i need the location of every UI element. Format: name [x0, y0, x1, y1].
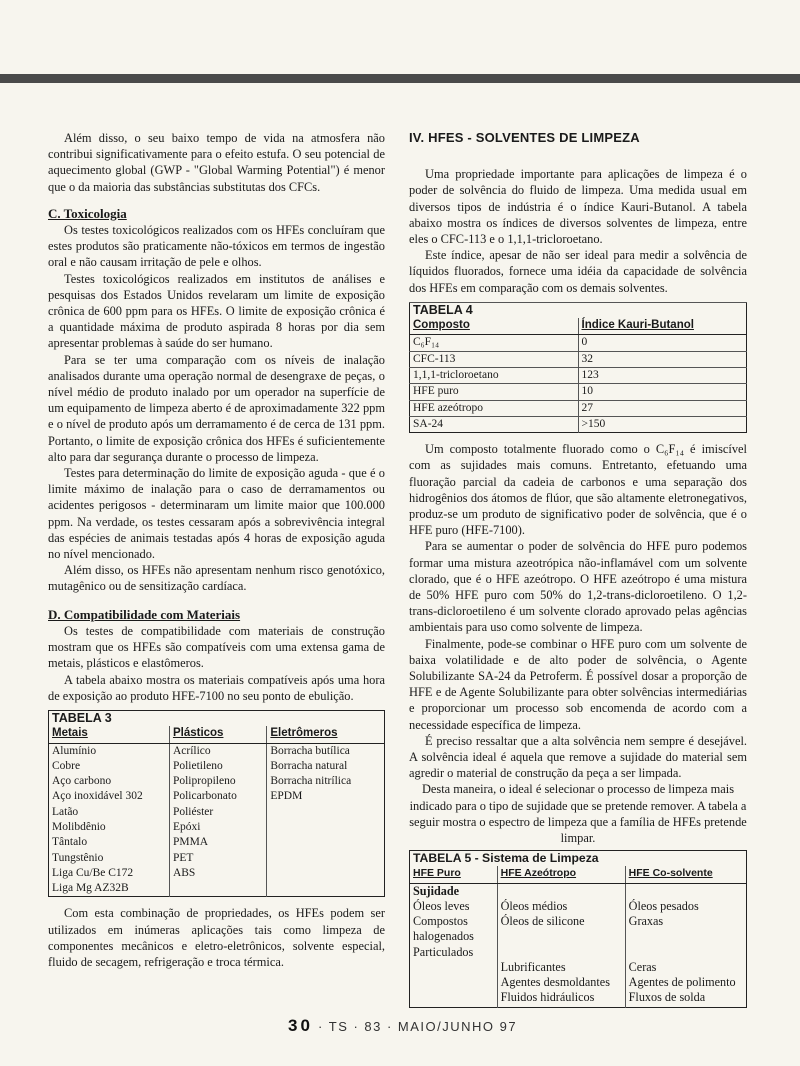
table-3-metais-list	[49, 743, 170, 897]
table-3-item: Liga Mg AZ32B	[52, 882, 129, 895]
left-column	[48, 130, 385, 970]
section-heading-solventes: IV. HFES - SOLVENTES DE LIMPEZA	[409, 130, 640, 145]
table-3-header-metais: Metais	[49, 726, 170, 743]
comp-paragraph-1: Os testes de compatibilidade com materiais de construção mostram que os HFEs são compatíveis com uma extensa gama de metais, plásticos e elastômeros.	[48, 623, 385, 671]
table-3-item: Tungstênio	[52, 851, 104, 864]
table-3-item: Cobre	[52, 759, 81, 772]
table-3-item: ABS	[172, 866, 196, 879]
table-4-kb-value: >150	[578, 416, 747, 432]
table-3-item: Polietileno	[172, 759, 223, 772]
tox-paragraph-4: Testes para determinação do limite de exposição aguda - que é o limite máximo de inalação para o caso de derramamentos ou acidentes perigosos - determinaram um limite maior que 100.000 ppm. Na verdade, os testes cessaram após a sobrevivência integral das espécies de animais testadas após 4 horas de exposição aguda no nível mencionado.	[48, 466, 385, 562]
table-5-cell-puro-1: Óleos leves Compostos halogenados Particulados	[413, 898, 474, 959]
table-4-compound: HFE puro	[410, 384, 579, 400]
table-3-item: Epóxi	[172, 820, 201, 833]
table-3-header-eletromeros: Eletrômeros	[267, 726, 385, 743]
table-3-item: Liga Cu/Be C172	[52, 866, 134, 879]
tox-paragraph-2: Testes toxicológicos realizados em institutos de análises e pesquisas dos Estados Unidos revelaram um limite de exposição crônica de 600 ppm para os HFEs. O limite de exposição crônica é a quantidade máxima de produto aspirada 8 horas por dia sem apresentar problemas à saúde do ser humano.	[48, 271, 385, 351]
table-3-item: Tântalo	[52, 836, 88, 849]
tox-paragraph-3: Para se ter uma comparação com os níveis de inalação analisados durante uma operação normal de desengraxe de peças, o nível médio de produto inalado por um operador na superfície de um equipamento de limpeza aberto é de aproximadamente 322 ppm e o nível de produto após um derramamento é de cerca de 131 ppm. Portanto, o limite de exposição crônica dos HFEs é suficientemente alto para dar segurança durante o processo de limpeza.	[48, 352, 385, 464]
table-4-compound: CFC-113	[410, 351, 579, 367]
table-3-item: Acrílico	[172, 744, 211, 757]
table-5-cell-puro-2	[410, 960, 498, 1008]
table-5-title: TABELA 5 - Sistema de Limpeza	[413, 851, 599, 866]
table-5-header-puro: HFE Puro	[410, 866, 498, 883]
table-5-subheading: Sujidade	[413, 883, 460, 898]
table-3-item: Aço inoxidável 302	[52, 790, 143, 803]
solv-paragraph-3: Um composto totalmente fluorado como o C₆F₁₄ é imiscível com as sujidades mais comuns. Entretanto, efetuando uma fluoração parcial da cadeia de carbonos e uma separação dos hidrogênios dos átomos de flúor, que são altamente eletronegativos, produz-se um produto de significativo poder de solvência, que é o HFE puro (HFE-7100).	[409, 442, 747, 538]
table-3-eletromeros-list	[267, 743, 385, 897]
solv-paragraph-6: É preciso ressaltar que a alta solvência nem sempre é desejável. A solvência ideal é aquela que remove a sujidade do material sem agredir o material de construção da peça a ser limpada.	[409, 733, 747, 781]
comp-paragraph-2: A tabela abaixo mostra os materiais compatíveis após uma hora de exposição ao produto HFE-7100 no seu ponto de ebulição.	[48, 672, 385, 703]
table-3-item: Alumínio	[52, 744, 97, 757]
solv-paragraph-1: Uma propriedade importante para aplicações de limpeza é o poder de solvência do fluido de limpeza. Uma medida usual em diversos tipos de indústria é o índice Kauri-Butanol. A tabela abaixo mostra os índices de diversos solventes de limpeza, entre eles o CFC-113 e o 1,1,1-tricloroetano.	[409, 167, 747, 247]
tox-paragraph-1: Os testes toxicológicos realizados com os HFEs concluíram que estes produtos são praticamente não-tóxicos em termos de ingestão oral e não causam irritação de pele e olhos.	[48, 223, 385, 270]
table-4-kb-value: 32	[578, 351, 747, 367]
table-3-header-plasticos: Plásticos	[169, 726, 266, 743]
top-rule	[0, 74, 800, 83]
table-3-plasticos-list	[169, 743, 266, 897]
table-row	[410, 335, 747, 351]
table-4-body	[410, 335, 747, 433]
tox-paragraph-5: Além disso, os HFEs não apresentam nenhum risco genotóxico, mutagênico ou de sensitização cardíaca.	[48, 563, 385, 594]
solv-paragraph-7: Desta maneira, o ideal é selecionar o processo de limpeza mais indicado para o tipo de sujidade que se pretende remover. A tabela a seguir mostra o espectro de limpeza que a família de HFEs pretende limpar.	[409, 782, 747, 846]
table-3-item: Borracha nitrílica	[270, 775, 352, 788]
table-4-header-kb: Índice Kauri-Butanol	[578, 318, 747, 335]
intro-paragraph: Além disso, o seu baixo tempo de vida na atmosfera não contribui significativamente para o efeito estufa. O seu potencial de aquecimento global (GWP - "Global Warming Potential") é menor que o da maioria das substâncias substitutas dos CFCs.	[48, 131, 385, 194]
table-4	[409, 302, 747, 433]
table-5-cell-co-2: Ceras Agentes de polimento Fluxos de solda	[625, 960, 746, 1008]
table-4-kb-value: 27	[578, 400, 747, 416]
table-4-kb-value: 123	[578, 368, 747, 384]
table-5	[409, 850, 747, 1008]
table-3-item: PMMA	[172, 836, 209, 849]
table-4-kb-value: 0	[578, 335, 747, 351]
table-3-item: Borracha natural	[270, 759, 348, 772]
table-row	[410, 351, 747, 367]
table-5-cell-azeo-1: Óleos médios Óleos de silicone	[497, 899, 625, 960]
solv-paragraph-5: Finalmente, pode-se combinar o HFE puro com um solvente de baixa volatilidade e de alto poder de solvência, o Agente Solubilizante SA-24 da Petroferm. É possível dosar a proporção de HFE e de Agente Solubilizante para obter solvências intermediárias e proporcionar um processo sob encomenda de acordo com a necessidade específica de limpeza.	[409, 636, 747, 732]
section-heading-toxicologia: C. Toxicologia	[48, 205, 127, 221]
solv-paragraph-4: Para se aumentar o poder de solvência do HFE puro podemos formar uma mistura azeotrópica não-inflamável com um solvente clorado, que é o HFE azeótropo. O HFE azeótropo é uma mistura de 50% HFE puro com 50% do 1,2-trans-dicloroetileno. O 1,2-trans-dicloroetileno é um solvente clorado aprovado pelas agências ambientais para uso como solvente de limpeza.	[409, 539, 747, 635]
table-4-header-composto: Composto	[410, 318, 579, 335]
table-5-header-cosolvente: HFE Co-solvente	[625, 866, 746, 883]
table-3-item: Latão	[52, 805, 79, 818]
page-footer	[288, 1016, 517, 1036]
table-3-item: Molibdênio	[52, 820, 106, 833]
table-3-item: PET	[172, 851, 194, 864]
table-3-item: Policarbonato	[172, 790, 237, 803]
table-row	[410, 384, 747, 400]
table-3-item: Polipropileno	[172, 775, 236, 788]
table-row	[410, 368, 747, 384]
table-4-compound: SA-24	[410, 416, 579, 432]
table-4-title: TABELA 4	[410, 302, 747, 318]
table-4-compound: C₆F₁₄	[410, 335, 579, 351]
page-number: 30	[288, 1016, 313, 1035]
table-3-item: EPDM	[270, 790, 303, 803]
table-4-compound: 1,1,1-tricloroetano	[410, 368, 579, 384]
table-3	[48, 710, 385, 898]
table-4-kb-value: 10	[578, 384, 747, 400]
table-row	[410, 400, 747, 416]
table-3-item: Aço carbono	[52, 775, 112, 788]
table-5-header-azeotropo: HFE Azeótropo	[497, 866, 625, 883]
table-3-title: TABELA 3	[52, 710, 112, 725]
footer-issue: · TS · 83 · MAIO/JUNHO 97	[318, 1019, 518, 1034]
table-5-cell-azeo-2: Lubrificantes Agentes desmoldantes Fluidos hidráulicos	[497, 960, 625, 1008]
solv-paragraph-2: Este índice, apesar de não ser ideal para medir a solvência de líquidos fluorados, fornece uma idéia da capacidade de solvência dos HFEs em comparação com os demais solventes.	[409, 248, 747, 295]
table-4-compound: HFE azeótropo	[410, 400, 579, 416]
table-3-item: Poliéster	[172, 805, 214, 818]
section-heading-compatibilidade: D. Compatibilidade com Materiais	[48, 606, 241, 622]
outro-paragraph: Com esta combinação de propriedades, os HFEs podem ser utilizados em inúmeras aplicações tais como limpeza de componentes mecânicos e eletro-eletrônicos, solvente especial, fluido de secagem, refrigeração e troca térmica.	[48, 906, 385, 970]
table-3-item: Borracha butílica	[270, 744, 350, 757]
table-5-cell-co-1: Óleos pesados Graxas	[625, 899, 746, 960]
right-column	[409, 130, 747, 1016]
table-row	[410, 416, 747, 432]
